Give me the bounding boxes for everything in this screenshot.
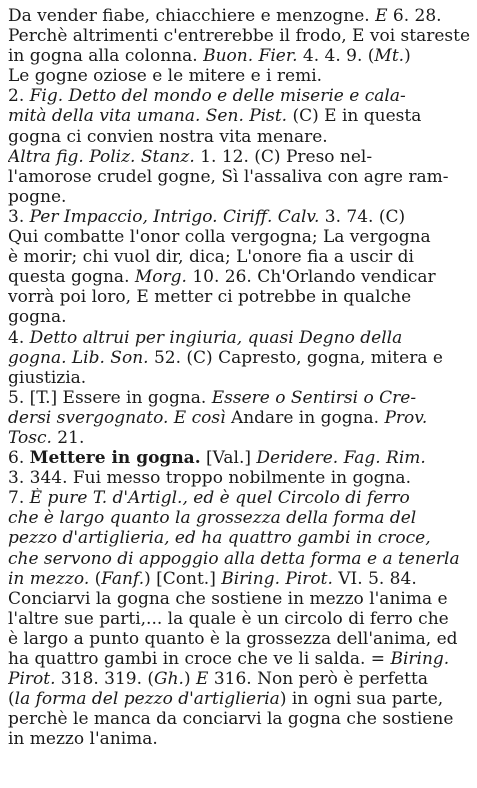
text-run: pogne. — [8, 186, 67, 207]
text-line — [8, 488, 470, 508]
text-run: 1. 12. (C) Preso nel- — [194, 146, 373, 167]
text-run: Fanf. — [101, 568, 145, 589]
text-line — [8, 368, 470, 388]
text-run: 5. [T.] Essere in gogna. — [8, 387, 212, 408]
text-run: [Val.] — [200, 448, 257, 469]
text-line — [8, 508, 470, 528]
text-run: gogna. — [8, 307, 67, 328]
text-line — [8, 328, 470, 348]
text-run: Gh. — [154, 669, 184, 690]
text-run: Mettere in gogna. — [29, 448, 201, 469]
text-run: 4. 4. 9. ( — [297, 46, 375, 67]
text-run: Detto altrui per ingiuria, quasi Degno della — [29, 327, 403, 348]
text-run: è morir; chi vuol dir, dica; L'onore fia a uscir di — [8, 247, 414, 268]
text-run: 3. 344. Fui messo troppo nobilmente in gogna. — [8, 468, 411, 489]
text-run: Conciarvi la gogna che sostiene in mezzo l'anima e — [8, 588, 448, 609]
text-run: dersi svergognato. E così — [8, 407, 226, 428]
text-run: 3. — [8, 206, 30, 227]
text-run: l'altre sue parti,... la quale è un circolo di ferro che — [8, 608, 449, 629]
text-run: Andare in gogna. — [225, 407, 385, 428]
text-run: ) in ogni sua parte, — [279, 689, 444, 710]
text-line — [8, 127, 470, 147]
text-line — [8, 227, 470, 247]
text-run: 318. 319. ( — [55, 669, 155, 690]
text-run: Buon. Fier. — [203, 46, 298, 67]
text-run: giustizia. — [8, 367, 87, 388]
text-line — [8, 348, 470, 368]
text-run: mità della vita umana. Sen. Pist. — [8, 106, 288, 127]
dictionary-page — [8, 6, 470, 749]
text-run: vorrà poi loro, E metter ci potrebbe in qualche — [8, 287, 412, 308]
text-run: gogna ci convien nostra vita menare. — [8, 126, 328, 147]
text-run: (C) E in questa — [287, 106, 422, 127]
text-run: Morg. — [134, 267, 187, 288]
text-line — [8, 287, 470, 307]
text-line — [8, 187, 470, 207]
text-run: Le gogne oziose e le mitere e i remi. — [8, 66, 323, 87]
text-line — [8, 6, 470, 26]
text-line — [8, 267, 470, 287]
text-line — [8, 26, 470, 46]
text-run: in mezzo. — [8, 568, 90, 589]
text-run: E — [375, 6, 388, 26]
text-line — [8, 66, 470, 86]
text-line — [8, 408, 470, 428]
text-line — [8, 528, 470, 548]
text-line — [8, 147, 470, 167]
text-run: Fig. Detto del mondo e delle miserie e cala- — [29, 86, 406, 107]
text-line — [8, 167, 470, 187]
text-line — [8, 86, 470, 106]
text-run: Qui combatte l'onor colla vergogna; La vergogna — [8, 227, 431, 248]
text-line — [8, 549, 470, 569]
text-run: Prov. — [384, 407, 428, 428]
text-run: ( — [8, 689, 15, 710]
text-run: 10. 26. Ch'Orlando vendicar — [186, 267, 436, 288]
text-run: l'amorose crudel gogne, Sì l'assaliva con agre ram- — [8, 166, 449, 187]
text-run: pezzo d'artiglieria, ed ha quattro gambi in croce, — [8, 528, 431, 549]
text-run: 52. (C) Capresto, gogna, mitera e — [148, 347, 443, 368]
text-line — [8, 106, 470, 126]
text-run: ( — [89, 568, 102, 589]
text-run: VI. 5. 84. — [332, 568, 417, 589]
text-run: Biring. — [390, 649, 450, 669]
text-run: Mt. — [374, 46, 405, 67]
text-run: Tosc. — [8, 427, 52, 448]
text-run: Da vender fiabe, chiacchiere e menzogne. — [8, 6, 376, 26]
text-run: E — [196, 669, 209, 690]
text-run: 2. — [8, 86, 30, 107]
text-run: perchè le manca da conciarvi la gogna che sostiene — [8, 709, 454, 730]
text-line — [8, 629, 470, 649]
text-line — [8, 247, 470, 267]
text-run: in gogna alla colonna. — [8, 46, 204, 67]
text-run: Deridere. Fag. Rim. — [256, 448, 426, 469]
text-run: gogna. Lib. Son. — [8, 347, 149, 368]
text-run: 3. 74. (C) — [319, 206, 406, 227]
text-run: che servono di appoggio alla detta forma e a tenerla — [8, 548, 460, 569]
text-line — [8, 428, 470, 448]
text-run: 6. — [8, 448, 30, 469]
text-run: ha quattro gambi in croce che ve li salda. = — [8, 649, 391, 669]
text-line — [8, 609, 470, 629]
text-run: che è largo quanto la grossezza della forma del — [8, 508, 417, 529]
text-line — [8, 709, 470, 729]
text-line — [8, 569, 470, 589]
text-line — [8, 207, 470, 227]
text-run: 4. — [8, 327, 30, 348]
text-line — [8, 649, 470, 669]
text-run: ) — [404, 46, 411, 67]
text-run: È pure T. d'Artigl., ed è quel Circolo di ferro — [29, 488, 410, 509]
text-line — [8, 307, 470, 327]
text-run: ) [Cont.] — [144, 568, 222, 589]
text-run: Essere o Sentirsi o Cre- — [211, 387, 417, 408]
text-run: Biring. Pirot. — [221, 568, 333, 589]
text-run: Per Impaccio, Intrigo. Ciriff. Calv. — [29, 206, 320, 227]
text-run: Altra fig. Poliz. Stanz. — [8, 146, 195, 167]
text-run: la forma del pezzo d'artiglieria — [14, 689, 280, 710]
text-run: 316. Non però è perfetta — [208, 669, 428, 690]
text-line — [8, 46, 470, 66]
text-run: 7. — [8, 488, 30, 509]
text-line — [8, 729, 470, 749]
text-run: questa gogna. — [8, 267, 135, 288]
text-run: in mezzo l'anima. — [8, 729, 158, 750]
text-run: 6. 28. — [387, 6, 442, 26]
text-run: ) — [183, 669, 197, 690]
text-line — [8, 689, 470, 709]
text-run: è largo a punto quanto è la grossezza dell'anima, ed — [8, 628, 458, 649]
text-line — [8, 448, 470, 468]
text-run: Perchè altrimenti c'entrerebbe il frodo, E voi stareste — [8, 26, 470, 47]
text-line — [8, 669, 470, 689]
text-run: 21. — [51, 427, 85, 448]
text-line — [8, 589, 470, 609]
text-line — [8, 468, 470, 488]
text-line — [8, 388, 470, 408]
text-run: Pirot. — [8, 669, 56, 690]
